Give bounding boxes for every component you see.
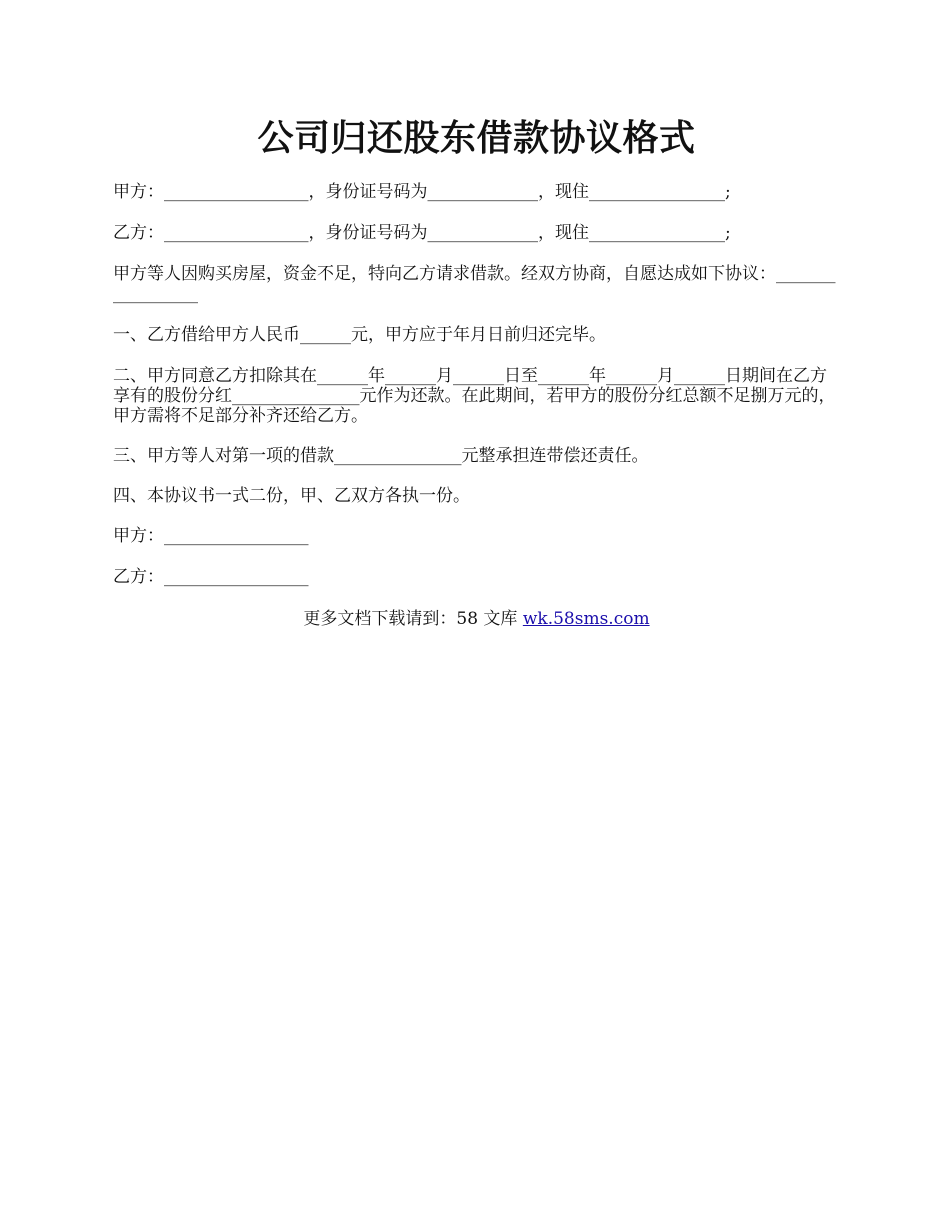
footer-note [113, 609, 840, 629]
party-b-info: 乙方：_________________，身份证号码为_____________，现住________________; [113, 223, 731, 243]
party-a-info: 甲方：_________________，身份证号码为_____________，现住________________; [113, 182, 731, 202]
clause-3: 三、甲方等人对第一项的借款_______________元整承担连带偿还责任。 [113, 446, 649, 466]
footer-link[interactable]: wk.58sms.com [522, 609, 650, 629]
signature-party-a: 甲方：_________________ [113, 526, 309, 546]
clause-4: 四、本协议书一式二份，甲、乙双方各执一份。 [113, 486, 470, 506]
clause-2: 二、甲方同意乙方扣除其在______年______月______日至______年______月______日期间在乙方享有的股份分红_______________元作为还款。在此期间，若甲方的股份分红总额不足捌万元的，甲方需将不足部分补齐还给乙方。 [113, 366, 836, 426]
footer-text: 更多文档下载请到：58 文库 [303, 609, 523, 629]
signature-party-b: 乙方：_________________ [113, 567, 309, 587]
document-title: 公司归还股东借款协议格式 [257, 117, 696, 159]
document-page [113, 0, 840, 629]
clause-1: 一、乙方借给甲方人民币______元，甲方应于年月日前归还完毕。 [113, 325, 606, 345]
agreement-intro: 甲方等人因购买房屋，资金不足，特向乙方请求借款。经双方协商，自愿达成如下协议：_________________ [113, 264, 836, 304]
